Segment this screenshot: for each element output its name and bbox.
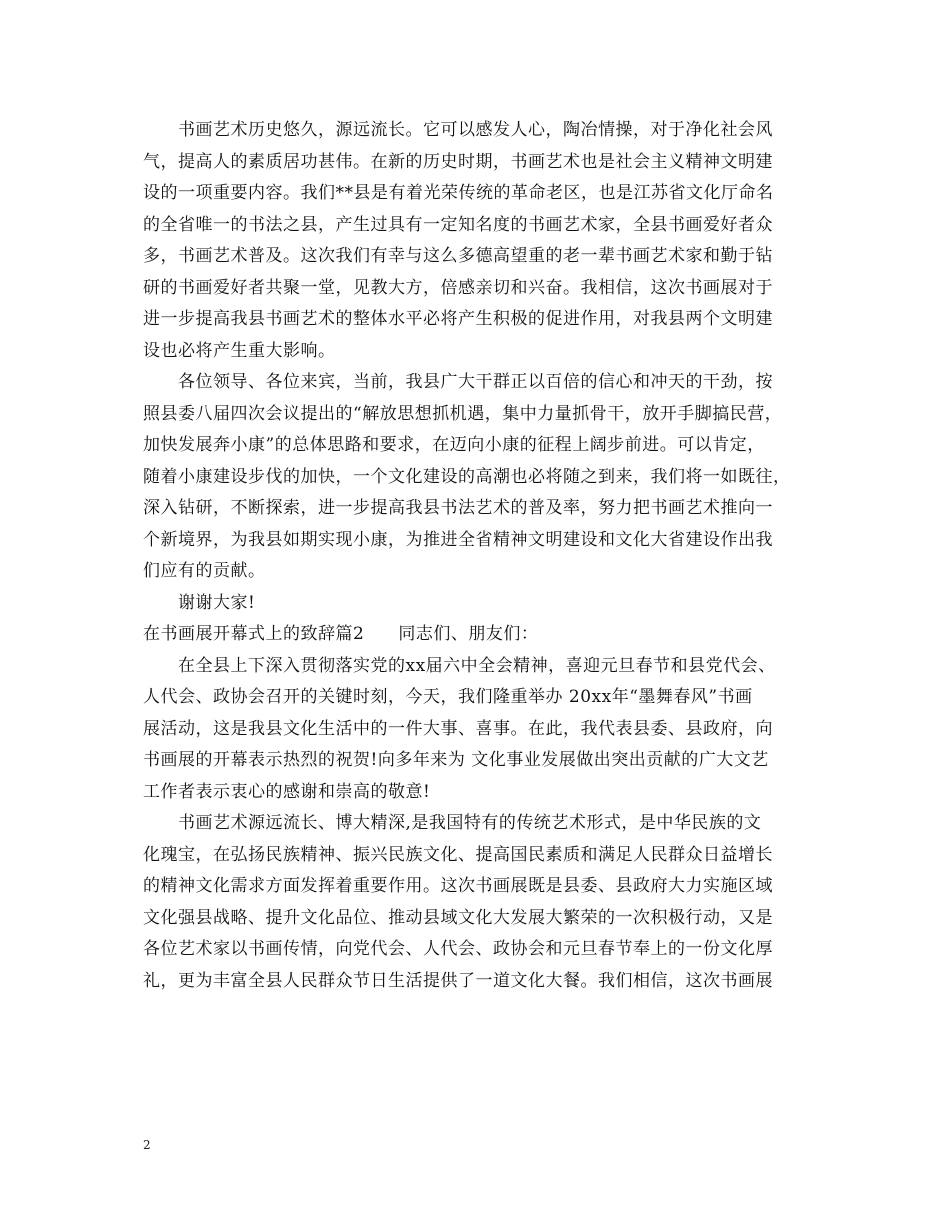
paragraph-5	[143, 808, 823, 997]
paragraph-1	[143, 115, 823, 367]
text-line: 人代会、政协会召开的关键时刻，今天，我们隆重举办 20xx年“墨舞春风”书画	[143, 687, 753, 707]
heading-salutation: 同志们、朋友们：	[398, 624, 539, 644]
text-line: 工作者表示衷心的感谢和崇高的敬意!	[143, 781, 431, 802]
document-body	[143, 115, 823, 997]
text-line: 多，书画艺术普及。这次我们有幸与这么多德高望重的老一辈书画艺术家和勤于钻	[143, 246, 773, 266]
text-line: 深入钻研，不断探索，进一步提高我县书法艺术的普及率，努力把书画艺术推向一	[143, 498, 773, 518]
text-line: 设的一项重要内容。我们**县是有着光荣传统的革命老区，也是江苏省文化厅命名	[143, 183, 774, 203]
section-heading	[143, 619, 823, 651]
text-line: 的全省唯一的书法之县，产生过具有一定知名度的书画艺术家，全县书画爱好者众	[143, 214, 773, 235]
text-line: 在全县上下深入贯彻落实党的xx届六中全会精神，喜迎元旦春节和县党代会、	[178, 655, 776, 676]
text-line: 个新境界，为我县如期实现小康，为推进全省精神文明建设和文化大省建设作出我	[143, 529, 773, 550]
text-line: 加快发展奔小康”的总体思路和要求，在迈向小康的征程上阔步前进。可以肯定，	[143, 435, 765, 455]
text-line: 各位领导、各位来宾，当前，我县广大干群正以百倍的信心和冲天的干劲，按	[178, 372, 773, 392]
heading-title: 在书画展开幕式上的致辞篇2	[143, 624, 365, 644]
text-line: 随着小康建设步伐的加快，一个文化建设的高潮也必将随之到来，我们将一如既往，	[143, 466, 791, 487]
text-line: 设也必将产生重大影响。	[143, 340, 336, 361]
text-line: 进一步提高我县书画艺术的整体水平必将产生积极的促进作用，对我县两个文明建	[143, 309, 773, 329]
text-line: 们应有的贡献。	[143, 561, 266, 581]
text-line: 化瑰宝，在弘扬民族精神、振兴民族文化、提高国民素质和满足人民群众日益增长	[143, 844, 773, 865]
text-line: 研的书画爱好者共聚一堂，见教大方，倍感亲切和兴奋。我相信，这次书画展对于	[143, 277, 773, 298]
paragraph-2	[143, 367, 823, 588]
text-line: 照县委八届四次会议提出的“解放思想抓机遇，集中力量抓骨干，放开手脚搞民营，	[143, 403, 783, 424]
text-line: 文化强县战略、提升文化品位、推动县域文化大发展大繁荣的一次积极行动，又是	[143, 907, 773, 928]
text-line: 谢谢大家!	[178, 592, 256, 613]
text-line: 气，提高人的素质居功甚伟。在新的历史时期，书画艺术也是社会主义精神文明建	[143, 151, 773, 172]
text-line: 的精神文化需求方面发挥着重要作用。这次书画展既是县委、县政府大力实施区域	[143, 876, 773, 896]
text-line: 书画艺术源远流长、博大精深,是我国特有的传统艺术形式，是中华民族的文	[178, 813, 762, 833]
paragraph-thanks	[143, 588, 823, 620]
paragraph-4	[143, 651, 823, 809]
text-line: 展活动，这是我县文化生活中的一件大事、喜事。在此，我代表县委、县政府，向	[143, 718, 773, 739]
text-line: 各位艺术家以书画传情，向党代会、人代会、政协会和元旦春节奉上的一份文化厚	[143, 939, 773, 959]
page-number: 2	[143, 1138, 151, 1152]
text-line: 书画展的开幕表示热烈的祝贺!向多年来为 文化事业发展做出突出贡献的广大文艺	[143, 750, 769, 770]
text-line: 书画艺术历史悠久，源远流长。它可以感发人心，陶冶情操，对于净化社会风	[178, 120, 773, 140]
heading-line	[143, 619, 823, 651]
text-line: 礼，更为丰富全县人民群众节日生活提供了一道文化大餐。我们相信，这次书画展	[143, 970, 773, 991]
